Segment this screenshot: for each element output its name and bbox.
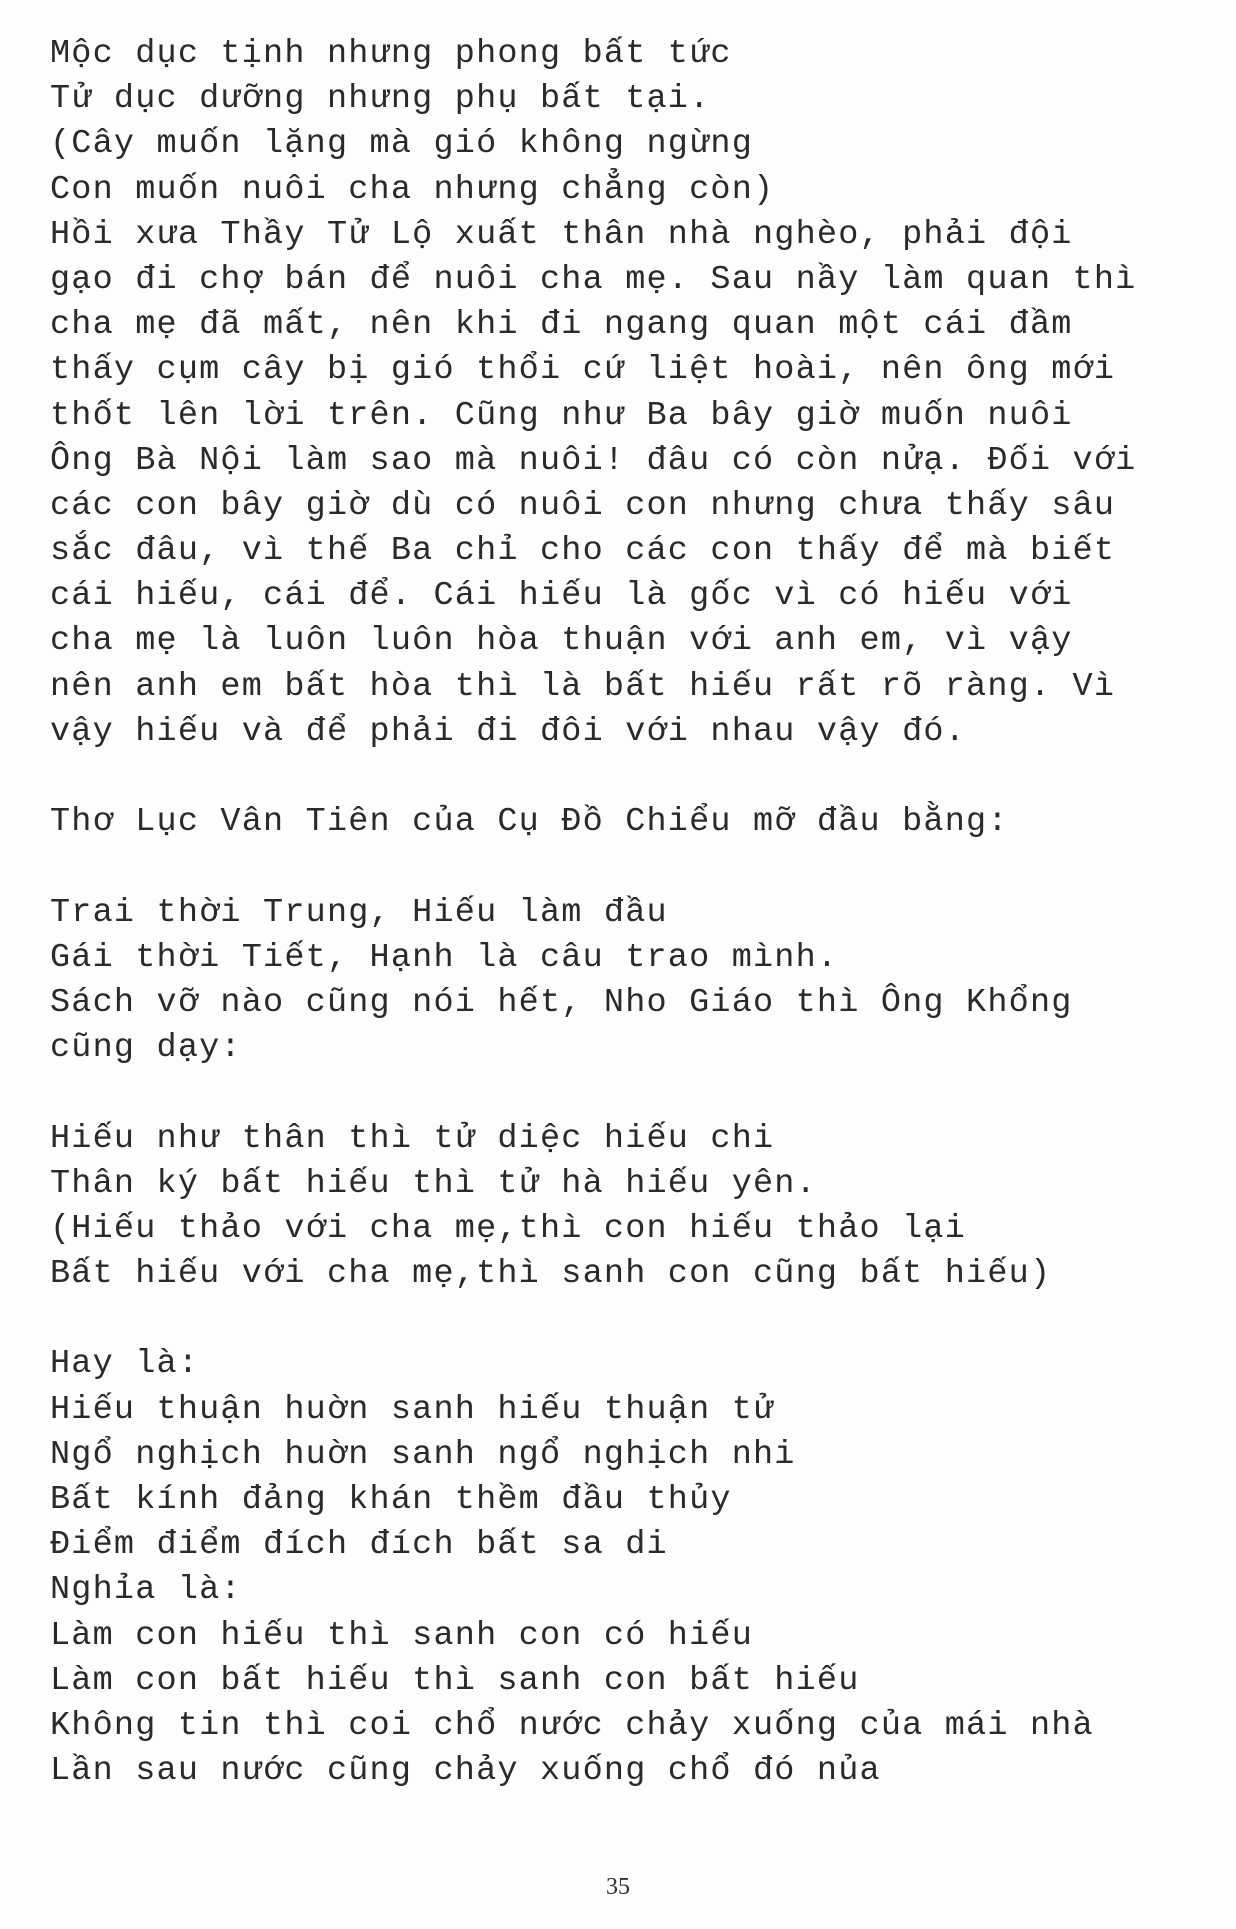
text-line: cha mẹ là luôn luôn hòa thuận với anh em, vì vậy [50, 622, 1073, 661]
text-line: Ngổ nghịch huờn sanh ngổ nghịch nhi [50, 1435, 796, 1474]
text-line: Sách vỡ nào cũng nói hết, Nho Giáo thì Ông Khổng [50, 983, 1073, 1022]
text-line: Không tin thì coi chổ nước chảy xuống của mái nhà [50, 1706, 1094, 1745]
text-line: Lần sau nước cũng chảy xuống chổ đó nủa [50, 1752, 881, 1791]
body-text [50, 32, 1230, 1794]
text-line: Gái thời Tiết, Hạnh là câu trao mình. [50, 938, 839, 977]
text-line: sắc đâu, vì thế Ba chỉ cho các con thấy để mà biết [50, 532, 1116, 571]
text-line: Hiếu như thân thì tử diệc hiếu chi [50, 1119, 775, 1158]
text-line: Điểm điểm đích đích bất sa di [50, 1526, 668, 1565]
text-line: Làm con bất hiếu thì sanh con bất hiếu [50, 1661, 860, 1700]
text-line: Làm con hiếu thì sanh con có hiếu [50, 1616, 754, 1655]
page-number: 35 [606, 1874, 630, 1900]
blank-line [50, 755, 1230, 800]
blank-line [50, 1071, 1230, 1116]
blank-line [50, 1297, 1230, 1342]
text-line: cha mẹ đã mất, nên khi đi ngang quan một cái đầm [50, 306, 1073, 345]
text-line: Bất hiếu với cha mẹ,thì sanh con cũng bất hiếu) [50, 1255, 1052, 1294]
text-line: gạo đi chợ bán để nuôi cha mẹ. Sau nầy làm quan thì [50, 260, 1137, 299]
text-line: Thơ Lục Vân Tiên của Cụ Đồ Chiểu mỡ đầu bằng: [50, 803, 1009, 842]
text-line: Con muốn nuôi cha nhưng chẳng còn) [50, 170, 775, 209]
text-line: Bất kính đảng khán thềm đầu thủy [50, 1481, 732, 1519]
text-line: Hay là: [50, 1345, 200, 1384]
text-line: Mộc dục tịnh nhưng phong bất tức [50, 35, 732, 73]
text-line: thốt lên lời trên. Cũng như Ba bây giờ muốn nuôi [50, 396, 1073, 435]
text-line: Hồi xưa Thầy Tử Lộ xuất thân nhà nghèo, phải đội [50, 215, 1073, 254]
text-line: nên anh em bất hòa thì là bất hiếu rất rõ ràng. Vì [50, 667, 1116, 706]
text-line: Tử dục dưỡng nhưng phụ bất tại. [50, 80, 711, 119]
text-line: (Hiếu thảo với cha mẹ,thì con hiếu thảo lại [50, 1209, 967, 1248]
text-line: thấy cụm cây bị gió thổi cứ liệt hoài, nên ông mới [50, 351, 1116, 390]
text-line: Hiếu thuận huờn sanh hiếu thuận tử [50, 1390, 775, 1429]
text-line: vậy hiếu và để phải đi đôi với nhau vậy đó. [50, 712, 967, 751]
text-line: Nghỉa là: [50, 1571, 242, 1610]
text-line: các con bây giờ dù có nuôi con nhưng chưa thấy sâu [50, 486, 1116, 525]
text-line: Thân ký bất hiếu thì tử hà hiếu yên. [50, 1164, 817, 1203]
text-line: cũng dạy: [50, 1029, 242, 1068]
text-line: cái hiếu, cái để. Cái hiếu là gốc vì có hiếu với [50, 577, 1073, 616]
blank-line [50, 845, 1230, 890]
text-line: Trai thời Trung, Hiếu làm đầu [50, 893, 668, 932]
text-line: Ông Bà Nội làm sao mà nuôi! đâu có còn nửạ. Đối với [50, 441, 1137, 480]
text-line: (Cây muốn lặng mà gió không ngừng [50, 125, 754, 164]
